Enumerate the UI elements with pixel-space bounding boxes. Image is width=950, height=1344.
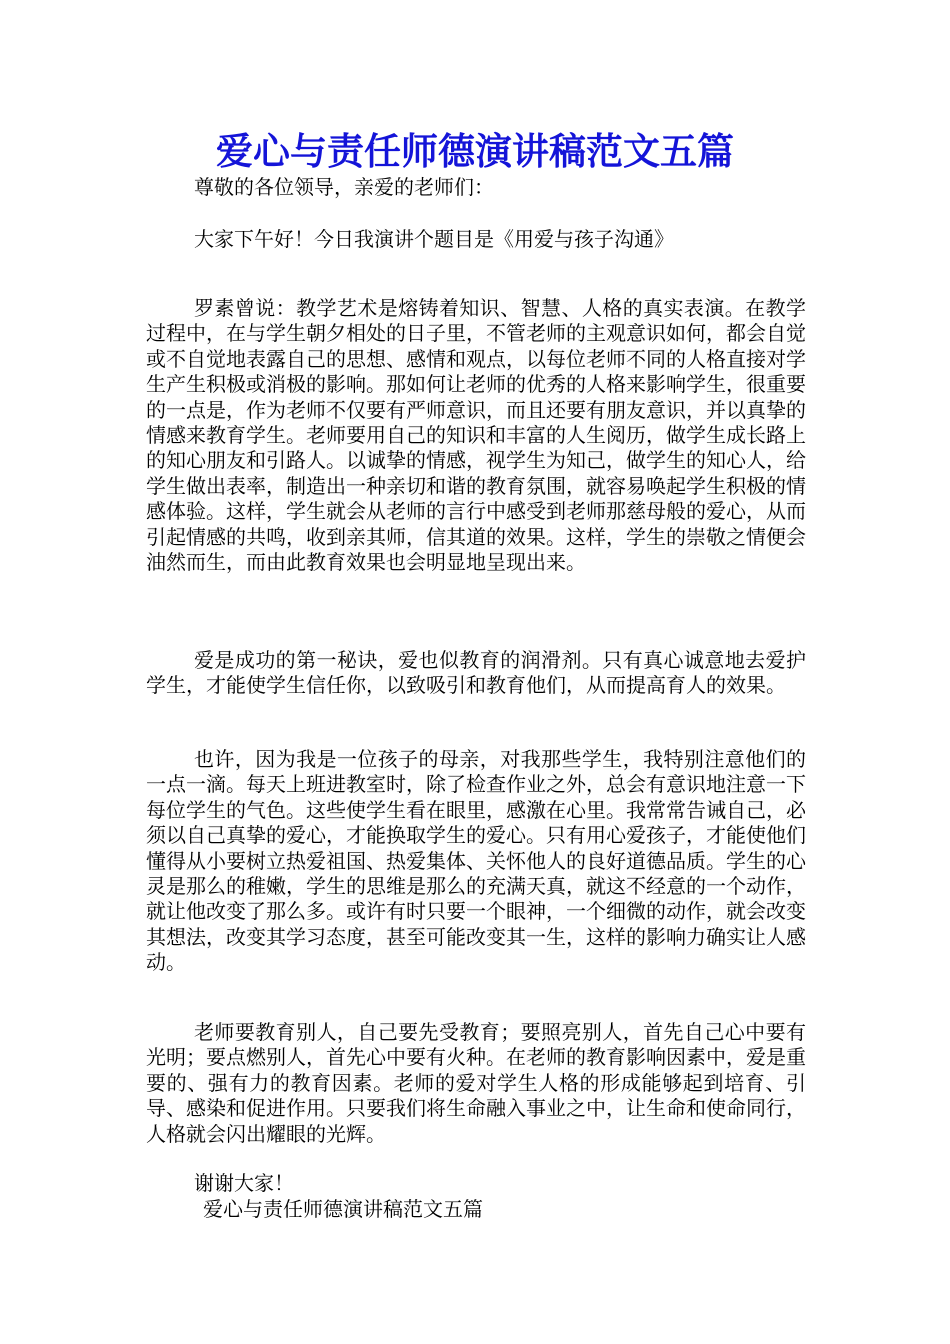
document-title: 爱心与责任师德演讲稿范文五篇: [216, 129, 734, 173]
footer-title: 爱心与责任师德演讲稿范文五篇: [203, 1197, 483, 1221]
paragraph-1: 罗素曾说：教学艺术是熔铸着知识、智慧、人格的真实表演。在教学过程中，在与学生朝夕相处的日子里，不管老师的主观意识如何，都会自觉或不自觉地表露自己的思想、感情和观点，以每位老师不同的人格直接对学生产生积极或消极的影响。那如何让老师的优秀的人格来影响学生，很重要的一点是，作为老师不仅要有严师意识，而且还要有朋友意识，并以真挚的情感来教育学生。老师要用自己的知识和丰富的人生阅历，做学生成长路上的知心朋友和引路人。以诚挚的情感，视学生为知己，做学生的知心人，给学生做出表率，制造出一种亲切和谐的教育氛围，就容易唤起学生积极的情感体验。这样，学生就会从老师的言行中感受到老师那慈母般的爱心，从而引起情感的共鸣，收到亲其师，信其道的效果。这样，学生的崇敬之情便会油然而生，而由此教育效果也会明显地呈现出来。: [146, 296, 806, 575]
paragraph-4: 老师要教育别人，自己要先受教育；要照亮别人，首先自己心中要有光明；要点燃别人，首先心中要有火种。在老师的教育影响因素中，爱是重要的、强有力的教育因素。老师的爱对学生人格的形成能够起到培育、引导、感染和促进作用。只要我们将生命融入事业之中，让生命和使命同行，人格就会闪出耀眼的光辉。: [146, 1020, 806, 1146]
greeting: 大家下午好！今日我演讲个题目是《用爱与孩子沟通》: [194, 227, 674, 251]
salutation: 尊敬的各位领导，亲爱的老师们：: [194, 175, 494, 199]
paragraph-2: 爱是成功的第一秘诀，爱也似教育的润滑剂。只有真心诚意地去爱护学生，才能使学生信任你，以致吸引和教育他们，从而提高育人的效果。: [146, 648, 806, 698]
paragraph-3: 也许，因为我是一位孩子的母亲，对我那些学生，我特别注意他们的一点一滴。每天上班进教室时，除了检查作业之外，总会有意识地注意一下每位学生的气色。这些使学生看在眼里，感激在心里。我常常告诫自己，必须以自己真挚的爱心，才能换取学生的爱心。只有用心爱孩子，才能使他们懂得从小要树立热爱祖国、热爱集体、关怀他人的良好道德品质。学生的心灵是那么的稚嫩，学生的思维是那么的充满天真，就这不经意的一个动作，就让他改变了那么多。或许有时只要一个眼神，一个细微的动作，就会改变其想法，改变其学习态度，甚至可能改变其一生，这样的影响力确实让人感动。: [146, 747, 806, 975]
closing: 谢谢大家！: [194, 1171, 294, 1195]
